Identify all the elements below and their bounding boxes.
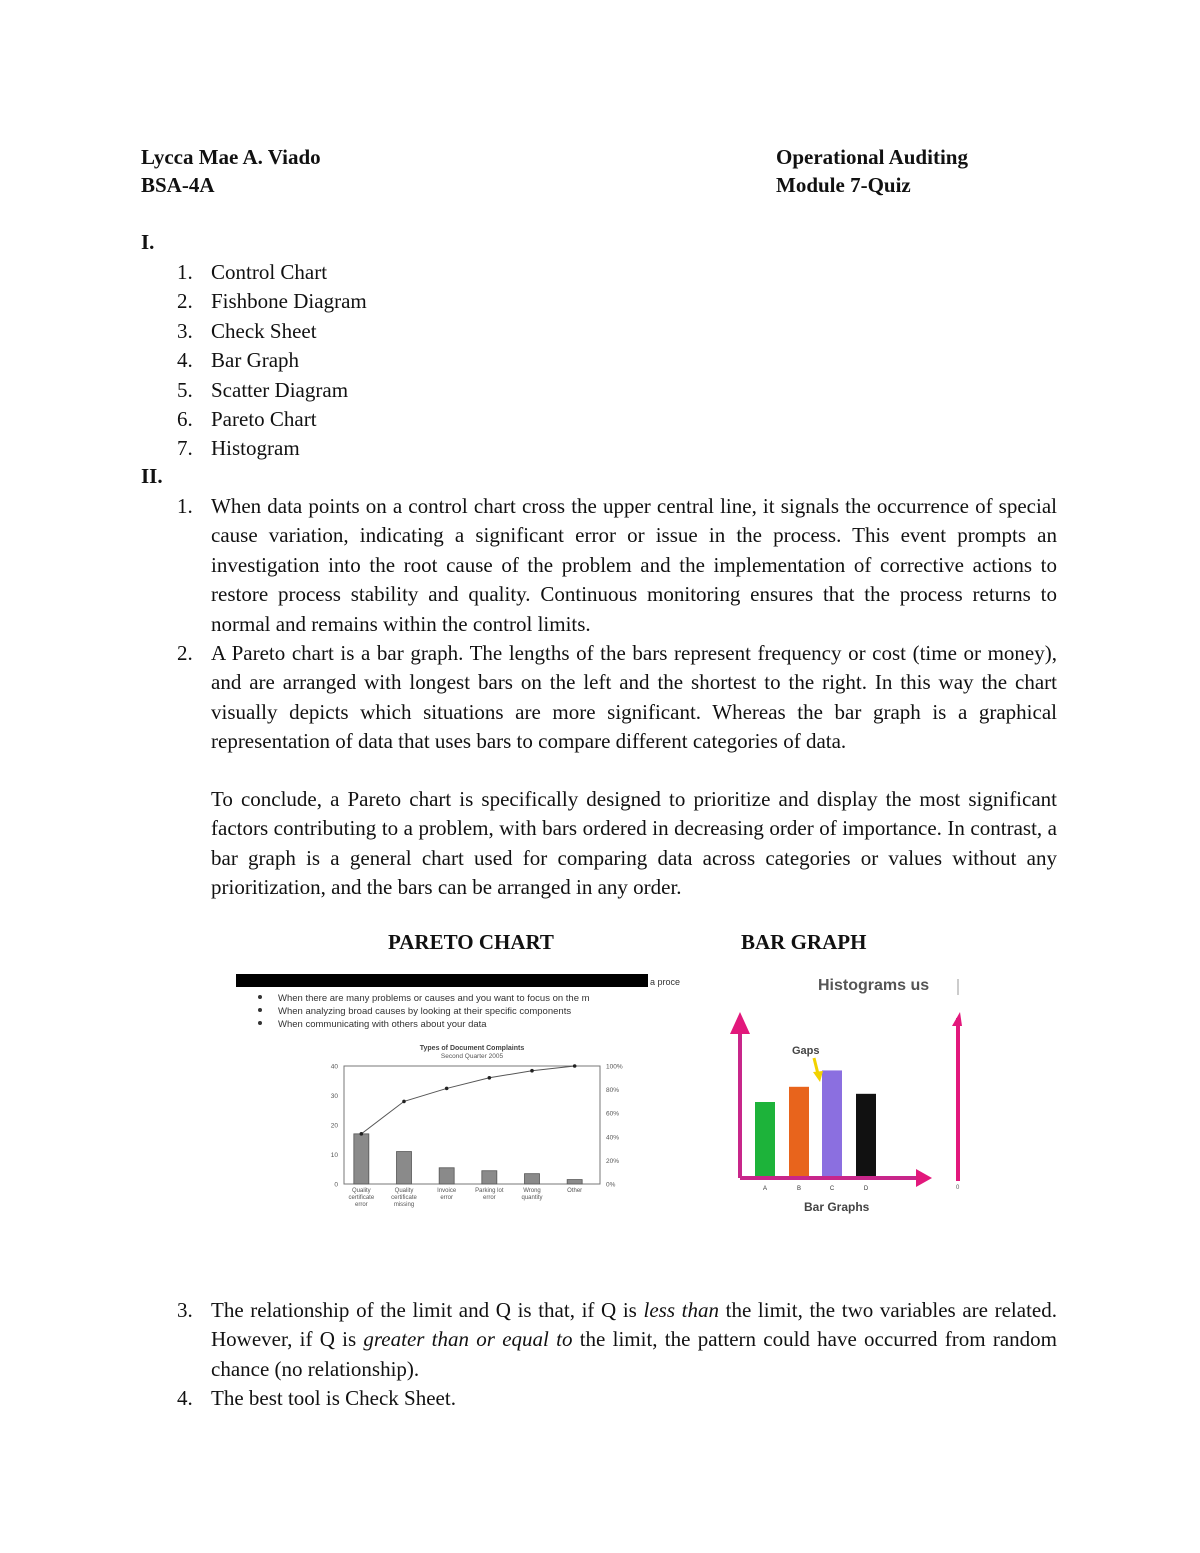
clipped-text: a proce xyxy=(650,977,681,987)
part-two-list xyxy=(177,492,1057,757)
pareto-inner-subtitle: Second Quarter 2005 xyxy=(440,1053,504,1060)
bullet-icon xyxy=(258,1021,262,1025)
bullet-icon xyxy=(258,995,262,999)
subject-title: Operational Auditing xyxy=(776,145,968,169)
cumulative-point xyxy=(360,1132,364,1136)
category-label: Parking lot xyxy=(475,1188,504,1194)
bullet-icon xyxy=(258,1008,262,1012)
bar-image-caption: Bar Graphs xyxy=(804,1200,870,1214)
pareto-bar xyxy=(525,1174,540,1184)
edge-label: 0 xyxy=(956,1185,960,1191)
category-label: error xyxy=(354,1202,368,1208)
answer-2: 2. A Pareto chart is a bar graph. The lengths of the bars represent frequency or cost (time or money), and are arranged with longest bars on the left and the shortest to the right. In this way the chart visually depicts which situations are more significant. Whereas the bar graph is a graphical representation of data that uses bars to compare different categories of data. xyxy=(177,641,1057,754)
y-tick-label: 40 xyxy=(330,1063,338,1071)
bar xyxy=(822,1070,842,1176)
module-title: Module 7-Quiz xyxy=(776,173,911,197)
part-two-list-continued xyxy=(177,1296,1057,1414)
category-label: Other xyxy=(567,1188,583,1194)
bar-graph-image xyxy=(722,966,964,1220)
pct-tick-label: 60% xyxy=(606,1110,620,1118)
list-item: 3. Check Sheet xyxy=(177,318,317,343)
category-label: quantity xyxy=(521,1195,543,1201)
pareto-bullet: When communicating with others about your data xyxy=(278,1019,487,1030)
cumulative-point xyxy=(488,1076,492,1080)
category-label: Wrong xyxy=(523,1188,541,1194)
part-two-label: II. xyxy=(141,464,163,488)
y-tick-label: 0 xyxy=(334,1181,338,1189)
bar-image-heading: Histograms us xyxy=(818,977,930,994)
list-item: 2. Fishbone Diagram xyxy=(177,289,367,314)
pareto-inner-title: Types of Document Complaints xyxy=(419,1045,525,1052)
student-info xyxy=(141,143,321,199)
pareto-bullet: When there are many problems or causes and you want to focus on the m xyxy=(278,993,590,1004)
category-label: Quality xyxy=(351,1188,371,1194)
category-label: missing xyxy=(393,1202,415,1208)
category-label: Invoice xyxy=(437,1188,457,1194)
list-item: 6. Pareto Chart xyxy=(177,407,317,432)
answer-4: 4. The best tool is Check Sheet. xyxy=(177,1386,456,1411)
pareto-chart-image xyxy=(236,970,688,1215)
x-label: B xyxy=(796,1186,802,1192)
cumulative-line xyxy=(361,1066,574,1134)
y-tick-label: 20 xyxy=(330,1122,338,1130)
bar-plot xyxy=(730,1012,962,1192)
cumulative-point xyxy=(573,1064,577,1068)
bar xyxy=(789,1087,809,1176)
x-label: D xyxy=(863,1186,869,1192)
category-label: Quality xyxy=(394,1188,414,1194)
course-info xyxy=(776,143,968,199)
redaction-bar xyxy=(236,974,648,987)
x-axis-arrow-icon xyxy=(916,1169,932,1187)
pareto-bar xyxy=(482,1171,497,1184)
category-label: error xyxy=(482,1195,496,1201)
x-label: C xyxy=(829,1186,835,1192)
category-label: certificate xyxy=(391,1195,417,1201)
clip-edge xyxy=(957,979,959,995)
clipped-arrow-icon xyxy=(952,1012,962,1026)
y-axis-arrow-icon xyxy=(730,1012,750,1034)
pareto-bullet: When analyzing broad causes by looking at their specific components xyxy=(278,1006,572,1017)
category-label: error xyxy=(440,1195,454,1201)
student-section: BSA-4A xyxy=(141,173,215,197)
answer-2-conclusion: To conclude, a Pareto chart is specifically designed to prioritize and display the most significant factors contributing to a problem, with bars ordered in decreasing order of importance. In contrast, a bar graph is a general chart used for comparing data across categories or values without any prioritization, and the bars can be arranged in any order. xyxy=(211,787,1057,900)
pareto-bar xyxy=(354,1134,369,1184)
list-item: 1. Control Chart xyxy=(177,260,328,284)
list-item: 7. Histogram xyxy=(177,436,300,461)
bar xyxy=(755,1102,775,1176)
list-item: 5. Scatter Diagram xyxy=(177,377,349,402)
y-tick-label: 30 xyxy=(330,1093,338,1100)
gaps-arrow-icon xyxy=(813,1071,823,1082)
student-name: Lycca Mae A. Viado xyxy=(141,145,321,169)
pareto-plot xyxy=(331,1064,623,1209)
list-item: 4. Bar Graph xyxy=(177,348,300,373)
pct-tick-label: 100% xyxy=(606,1063,623,1071)
bar xyxy=(856,1094,876,1176)
pct-tick-label: 40% xyxy=(606,1134,620,1142)
answer-1: 1. When data points on a control chart cross the upper central line, it signals the occurrence of special cause variation, indicating a significant error or issue in the process. This event prompts an investigation into the root cause of the problem and the implementation of corrective actions to restore process stability and quality. Continuous monitoring ensures that the process returns to normal and remains within the control limits. xyxy=(177,494,1057,636)
x-label: A xyxy=(762,1186,768,1192)
cumulative-point xyxy=(402,1100,406,1104)
y-tick-label: 10 xyxy=(330,1152,338,1159)
pct-tick-label: 80% xyxy=(606,1087,620,1095)
pareto-plot-frame xyxy=(344,1066,600,1184)
pareto-bar xyxy=(439,1168,454,1184)
part-one-label: I. xyxy=(141,230,155,254)
pareto-bar xyxy=(567,1180,582,1184)
pct-tick-label: 20% xyxy=(606,1157,620,1165)
pareto-bar xyxy=(397,1152,412,1184)
bar-graph-title: BAR GRAPH xyxy=(741,930,867,954)
pareto-chart-title: PARETO CHART xyxy=(388,930,554,954)
answer-3: 3. The relationship of the limit and Q is that, if Q is less than the limit, the two variables are related. However, if Q is greater than or equal to the limit, the pattern could have occurred from random chance (no relationship). xyxy=(177,1298,1057,1381)
pct-tick-label: 0% xyxy=(606,1181,616,1189)
cumulative-point xyxy=(445,1087,449,1091)
gaps-label: Gaps xyxy=(792,1045,820,1057)
category-label: certificate xyxy=(348,1195,375,1201)
cumulative-point xyxy=(530,1069,534,1073)
part-one-list xyxy=(177,258,367,464)
